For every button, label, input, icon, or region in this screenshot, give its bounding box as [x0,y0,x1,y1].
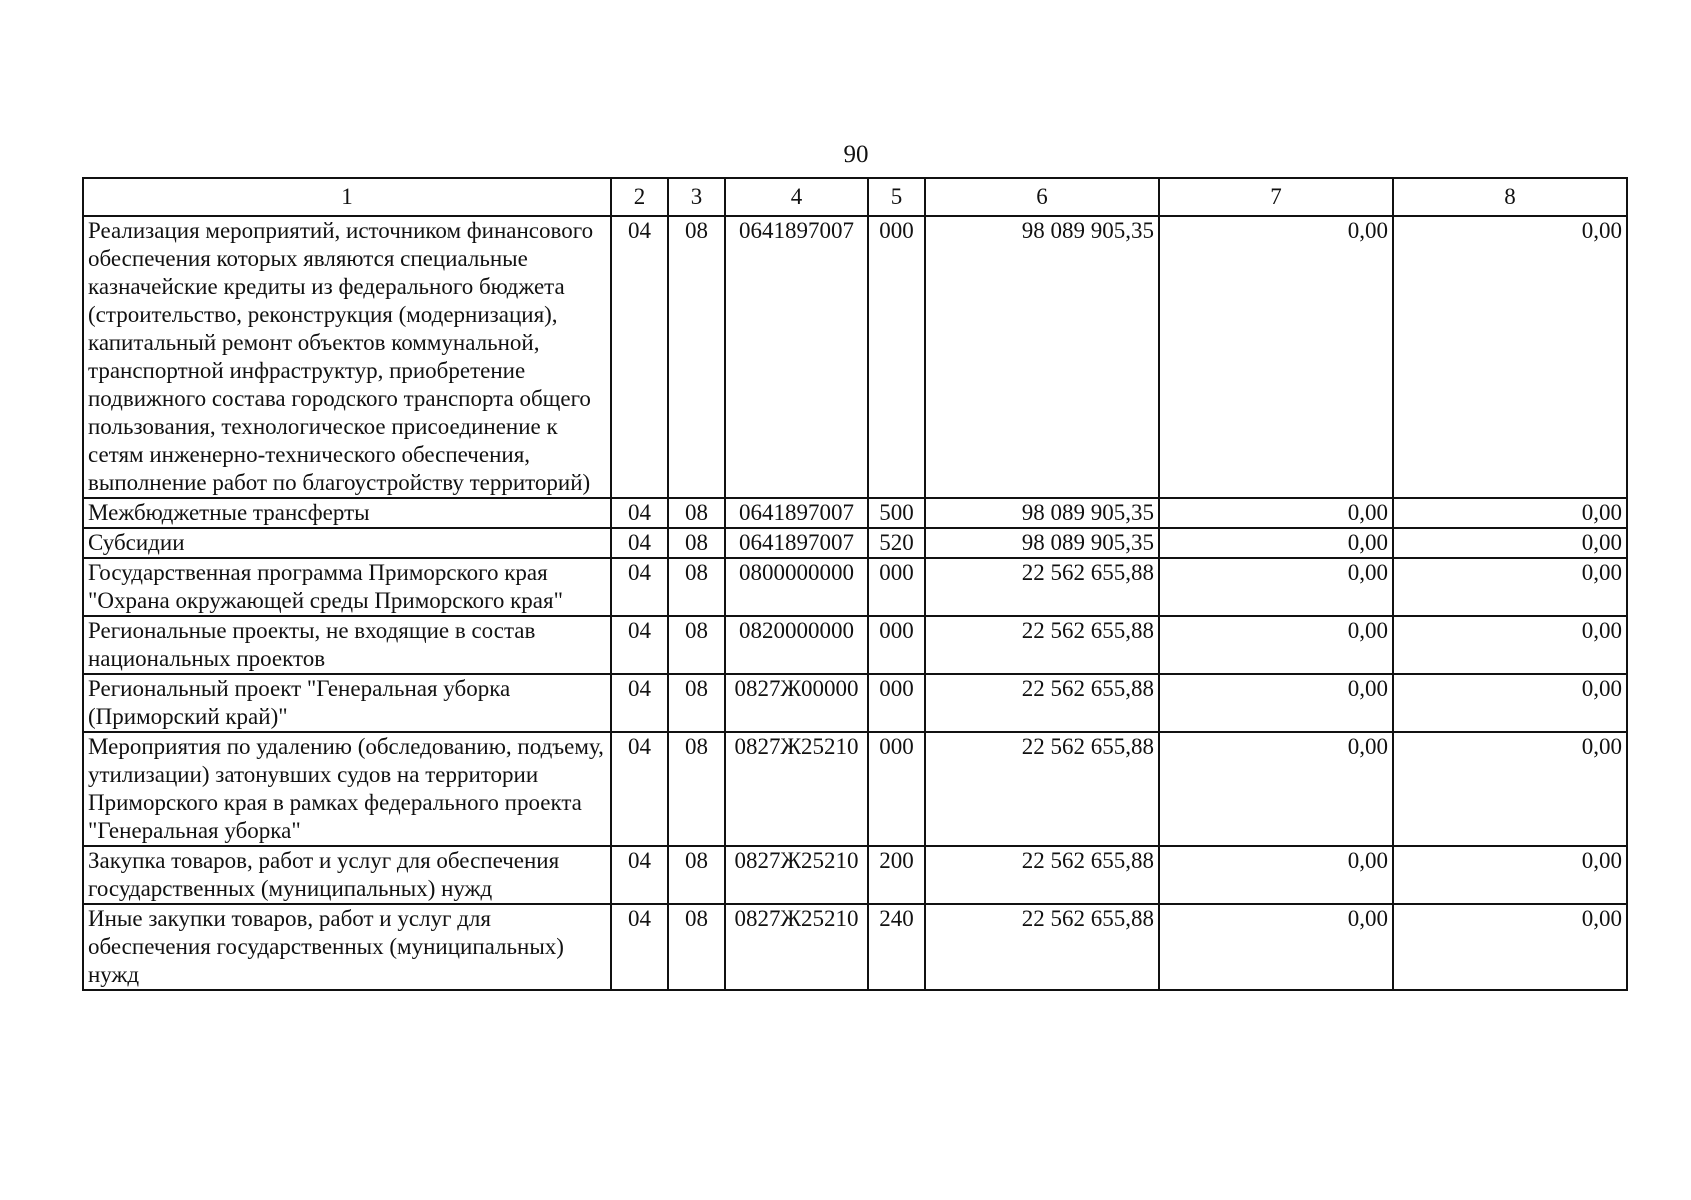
target-article-code: 0641897007 [725,528,868,558]
amount-col-6: 22 562 655,88 [925,846,1159,904]
column-header: 4 [725,178,868,216]
subsection-code: 08 [668,846,725,904]
section-code: 04 [611,616,668,674]
row-name: Региональный проект "Генеральная уборка (Приморский край)" [83,674,611,732]
subsection-code: 08 [668,732,725,846]
column-header: 3 [668,178,725,216]
amount-col-6: 22 562 655,88 [925,904,1159,990]
column-header: 2 [611,178,668,216]
amount-col-7: 0,00 [1159,674,1393,732]
row-name: Региональные проекты, не входящие в состав национальных проектов [83,616,611,674]
section-code: 04 [611,674,668,732]
subsection-code: 08 [668,904,725,990]
table-row [83,498,1627,528]
subsection-code: 08 [668,216,725,498]
amount-col-7: 0,00 [1159,528,1393,558]
amount-col-6: 98 089 905,35 [925,528,1159,558]
target-article-code: 0827Ж00000 [725,674,868,732]
section-code: 04 [611,528,668,558]
amount-col-8: 0,00 [1393,846,1627,904]
amount-col-6: 22 562 655,88 [925,674,1159,732]
amount-col-6: 22 562 655,88 [925,558,1159,616]
amount-col-8: 0,00 [1393,732,1627,846]
expense-type-code: 000 [868,616,925,674]
table-row [83,558,1627,616]
section-code: 04 [611,732,668,846]
row-name: Государственная программа Приморского края "Охрана окружающей среды Приморского края" [83,558,611,616]
amount-col-7: 0,00 [1159,904,1393,990]
subsection-code: 08 [668,674,725,732]
section-code: 04 [611,904,668,990]
row-name: Мероприятия по удалению (обследованию, подъему, утилизации) затонувших судов на территории Приморского края в рамках федерального проекта "Генеральная уборка" [83,732,611,846]
target-article-code: 0827Ж25210 [725,904,868,990]
subsection-code: 08 [668,498,725,528]
amount-col-7: 0,00 [1159,498,1393,528]
expense-type-code: 000 [868,558,925,616]
row-name: Иные закупки товаров, работ и услуг для обеспечения государственных (муниципальных) нужд [83,904,611,990]
target-article-code: 0641897007 [725,498,868,528]
section-code: 04 [611,498,668,528]
target-article-code: 0641897007 [725,216,868,498]
amount-col-8: 0,00 [1393,216,1627,498]
expense-type-code: 240 [868,904,925,990]
expense-type-code: 500 [868,498,925,528]
table-row [83,904,1627,990]
amount-col-8: 0,00 [1393,616,1627,674]
column-header: 6 [925,178,1159,216]
expense-type-code: 520 [868,528,925,558]
amount-col-6: 98 089 905,35 [925,498,1159,528]
expense-type-code: 000 [868,216,925,498]
expense-type-code: 000 [868,674,925,732]
amount-col-8: 0,00 [1393,558,1627,616]
section-code: 04 [611,846,668,904]
table-row [83,616,1627,674]
table-row [83,216,1627,498]
header-row [83,178,1627,216]
subsection-code: 08 [668,528,725,558]
subsection-code: 08 [668,558,725,616]
section-code: 04 [611,558,668,616]
amount-col-7: 0,00 [1159,216,1393,498]
amount-col-7: 0,00 [1159,846,1393,904]
amount-col-8: 0,00 [1393,904,1627,990]
amount-col-7: 0,00 [1159,732,1393,846]
amount-col-8: 0,00 [1393,674,1627,732]
table-row [83,732,1627,846]
subsection-code: 08 [668,616,725,674]
target-article-code: 0800000000 [725,558,868,616]
expense-type-code: 200 [868,846,925,904]
amount-col-8: 0,00 [1393,498,1627,528]
column-header: 1 [83,178,611,216]
table-row [83,846,1627,904]
amount-col-8: 0,00 [1393,528,1627,558]
budget-table [82,177,1628,991]
row-name: Закупка товаров, работ и услуг для обеспечения государственных (муниципальных) нужд [83,846,611,904]
table-row [83,528,1627,558]
amount-col-6: 22 562 655,88 [925,616,1159,674]
amount-col-7: 0,00 [1159,558,1393,616]
page-number: 90 [843,141,869,168]
table-row [83,674,1627,732]
row-name: Субсидии [83,528,611,558]
column-header: 8 [1393,178,1627,216]
target-article-code: 0827Ж25210 [725,846,868,904]
amount-col-6: 22 562 655,88 [925,732,1159,846]
column-header: 5 [868,178,925,216]
target-article-code: 0820000000 [725,616,868,674]
section-code: 04 [611,216,668,498]
target-article-code: 0827Ж25210 [725,732,868,846]
expense-type-code: 000 [868,732,925,846]
row-name: Реализация мероприятий, источником финансового обеспечения которых являются специальные казначейские кредиты из федерального бюджета (строительство, реконструкция (модернизация), капитальный ремонт объектов коммунальной, транспортной инфраструктур, приобретение подвижного состава городского транспорта общего пользования, технологическое присоединение к сетям инженерно-технического обеспечения, выполнение работ по благоустройству территорий) [83,216,611,498]
column-header: 7 [1159,178,1393,216]
row-name: Межбюджетные трансферты [83,498,611,528]
amount-col-7: 0,00 [1159,616,1393,674]
amount-col-6: 98 089 905,35 [925,216,1159,498]
